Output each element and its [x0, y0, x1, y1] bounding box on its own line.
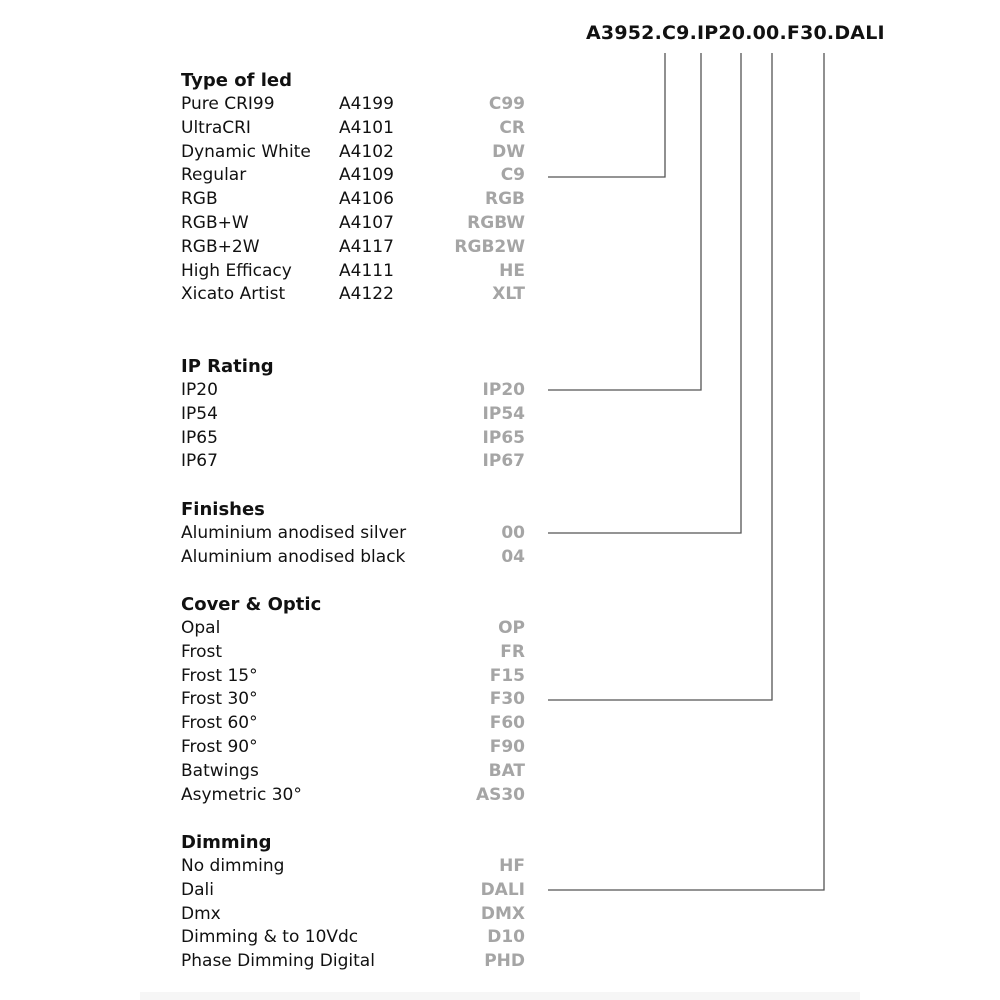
- option-code: XLT: [492, 284, 525, 305]
- option-label: Phase Dimming Digital: [181, 951, 375, 972]
- option-code: FR: [500, 641, 525, 662]
- option-label: RGB+2W: [181, 236, 260, 257]
- option-label: Opal: [181, 618, 221, 638]
- option-label: Frost 15°: [181, 665, 258, 686]
- option-label: Frost: [181, 641, 223, 662]
- section-title: Finishes: [181, 499, 265, 520]
- connector-led-type: [548, 53, 665, 177]
- option-label: Dmx: [181, 903, 221, 924]
- option-code: C9: [500, 165, 525, 186]
- connector-ip-rating: [548, 53, 701, 390]
- option-code: IP65: [482, 427, 525, 448]
- option-code: IP20: [482, 380, 525, 400]
- option-label: Asymetric 30°: [181, 784, 302, 805]
- option-label: Xicato Artist: [181, 284, 286, 305]
- option-label: UltraCRI: [181, 117, 251, 138]
- option-reference: A4109: [339, 165, 394, 186]
- option-label: No dimming: [181, 856, 285, 876]
- option-code: DALI: [480, 879, 525, 900]
- option-reference: A4111: [339, 260, 394, 281]
- option-reference: A4122: [339, 284, 394, 305]
- option-code: IP67: [482, 451, 525, 472]
- option-reference: A4117: [339, 236, 394, 257]
- option-code: RGB: [484, 189, 525, 210]
- option-code: F15: [489, 665, 525, 686]
- connector-cover-optic: [548, 53, 772, 700]
- option-label: RGB+W: [181, 212, 249, 233]
- option-reference: A4199: [339, 94, 394, 114]
- option-label: Batwings: [181, 760, 259, 781]
- option-label: High Efficacy: [181, 260, 292, 281]
- option-code: 00: [501, 523, 525, 543]
- option-label: RGB: [181, 189, 218, 210]
- option-label: Regular: [181, 165, 247, 186]
- option-label: Aluminium anodised silver: [181, 523, 407, 543]
- section-title: Dimming: [181, 832, 272, 853]
- option-code: CR: [499, 117, 525, 138]
- section-title: Type of led: [181, 70, 292, 91]
- option-label: Aluminium anodised black: [181, 546, 406, 567]
- connector-dimming: [548, 53, 824, 890]
- option-reference: A4106: [339, 189, 394, 210]
- option-code: IP54: [482, 403, 525, 424]
- option-code: DW: [492, 141, 525, 162]
- option-code: PHD: [484, 951, 525, 972]
- option-label: Pure CRI99: [181, 94, 275, 114]
- product-code: A3952.C9.IP20.00.F30.DALI: [586, 22, 885, 44]
- option-code: C99: [488, 94, 525, 114]
- bottom-divider: [140, 992, 860, 1000]
- option-label: IP20: [181, 380, 218, 400]
- option-label: IP54: [181, 403, 218, 424]
- option-code: F30: [489, 689, 525, 710]
- option-reference: A4102: [339, 141, 394, 162]
- section-title: Cover & Optic: [181, 594, 322, 615]
- option-code: D10: [487, 927, 525, 948]
- option-code: F90: [489, 736, 525, 757]
- option-label: IP65: [181, 427, 218, 448]
- option-label: Dynamic White: [181, 141, 311, 162]
- option-code: RGB2W: [454, 236, 525, 257]
- option-code: 04: [501, 546, 525, 567]
- option-code: HF: [499, 856, 525, 876]
- option-reference: A4107: [339, 212, 394, 233]
- option-code: HE: [499, 260, 525, 281]
- option-label: Frost 30°: [181, 689, 258, 710]
- option-code: BAT: [488, 760, 525, 781]
- option-label: Frost 90°: [181, 736, 258, 757]
- connector-finish: [548, 53, 741, 533]
- option-code: DMX: [480, 903, 525, 924]
- option-code: AS30: [475, 784, 525, 805]
- option-label: IP67: [181, 451, 218, 472]
- option-label: Dimming & to 10Vdc: [181, 927, 359, 948]
- option-code: RGBW: [467, 212, 525, 233]
- option-reference: A4101: [339, 117, 394, 138]
- option-label: Frost 60°: [181, 713, 258, 734]
- option-code: F60: [489, 713, 525, 734]
- section-title: IP Rating: [181, 356, 274, 377]
- option-code: OP: [498, 618, 525, 638]
- option-label: Dali: [181, 879, 214, 900]
